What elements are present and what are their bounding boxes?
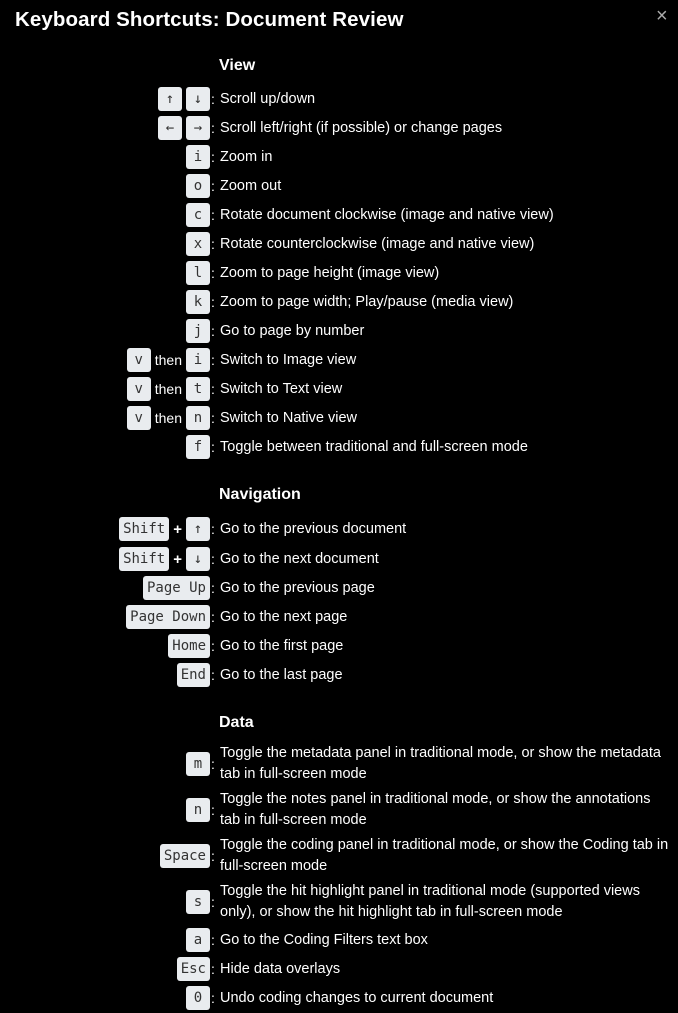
shortcut-description: Go to page by number [220, 322, 365, 339]
key-cap: x [186, 232, 210, 256]
shortcut-description: Toggle between traditional and full-screen mode [220, 438, 528, 455]
key-cap: v [127, 406, 151, 430]
shortcut-row [0, 881, 678, 923]
plus-separator: + [173, 520, 182, 538]
key-cap: m [186, 752, 210, 776]
key-cap: ↓ [186, 87, 210, 111]
shortcut-description: Toggle the coding panel in traditional mode, or show the Coding tab in full-screen mode [220, 837, 669, 874]
shortcut-description: Toggle the metadata panel in traditional mode, or show the metadata tab in full-screen mode [220, 745, 661, 782]
key-cap: Page Up [143, 576, 210, 600]
shortcut-row [0, 835, 678, 877]
shortcut-description: Go to the previous page [220, 579, 375, 596]
shortcut-keys [186, 926, 210, 954]
shortcut-row [0, 230, 678, 258]
key-cap: i [186, 145, 210, 169]
key-cap: ← [158, 116, 182, 140]
key-cap: n [186, 798, 210, 822]
key-cap: Space [160, 844, 210, 868]
shortcut-keys [126, 603, 210, 631]
shortcut-description: Undo coding changes to current document [220, 989, 494, 1006]
shortcut-keys [186, 881, 210, 923]
key-cap: 0 [186, 986, 210, 1010]
shortcut-description: Switch to Native view [220, 409, 357, 426]
key-cap: Esc [177, 957, 210, 981]
key-cap: i [186, 348, 210, 372]
key-cap: Home [168, 634, 210, 658]
shortcut-description: Go to the next page [220, 608, 348, 625]
shortcut-keys [158, 114, 210, 142]
shortcut-keys [177, 955, 210, 983]
shortcut-row [0, 789, 678, 831]
colon-separator: : [211, 638, 215, 654]
colon-separator: : [211, 91, 215, 107]
shortcut-row [0, 172, 678, 200]
key-cap: ↑ [158, 87, 182, 111]
shortcut-keys [186, 984, 210, 1012]
section-heading: Navigation [219, 486, 301, 503]
colon-separator: : [211, 178, 215, 194]
shortcut-keys [186, 259, 210, 287]
key-cap: End [177, 663, 210, 687]
shortcut-keys [158, 85, 210, 113]
shortcut-description: Zoom to page width; Play/pause (media view) [220, 293, 514, 310]
shortcut-keys [143, 574, 210, 602]
shortcut-keys [186, 172, 210, 200]
key-cap: Shift [119, 547, 169, 571]
shortcut-keys [186, 743, 210, 785]
shortcut-keys [186, 789, 210, 831]
shortcut-keys [119, 514, 210, 544]
shortcut-description: Go to the Coding Filters text box [220, 931, 428, 948]
key-cap: v [127, 377, 151, 401]
key-cap: s [186, 890, 210, 914]
section-heading: Data [219, 714, 254, 731]
dialog-title: Keyboard Shortcuts: Document Review [15, 8, 404, 31]
shortcut-description: Scroll up/down [220, 90, 316, 107]
key-cap: a [186, 928, 210, 952]
shortcut-description: Switch to Image view [220, 351, 357, 368]
shortcut-row [0, 926, 678, 954]
shortcut-row [0, 603, 678, 631]
shortcut-keys [127, 346, 210, 374]
shortcut-row [0, 259, 678, 287]
key-cap: v [127, 348, 151, 372]
colon-separator: : [211, 580, 215, 596]
shortcut-keys [160, 835, 210, 877]
colon-separator: : [211, 609, 215, 625]
shortcut-keys [177, 661, 210, 689]
shortcut-description: Zoom out [220, 177, 282, 194]
shortcut-row [0, 404, 678, 432]
shortcut-row [0, 632, 678, 660]
shortcut-description: Rotate counterclockwise (image and native view) [220, 235, 535, 252]
colon-separator: : [211, 667, 215, 683]
shortcut-row [0, 984, 678, 1012]
plus-separator: + [173, 550, 182, 568]
shortcut-row [0, 201, 678, 229]
shortcut-row [0, 544, 678, 574]
key-cap: j [186, 319, 210, 343]
colon-separator: : [211, 521, 215, 537]
shortcut-description: Go to the previous document [220, 520, 407, 537]
colon-separator: : [211, 236, 215, 252]
colon-separator: : [211, 381, 215, 397]
shortcut-row [0, 143, 678, 171]
shortcut-keys [119, 544, 210, 574]
key-cap: t [186, 377, 210, 401]
colon-separator: : [211, 294, 215, 310]
shortcut-row [0, 114, 678, 142]
key-cap: f [186, 435, 210, 459]
close-icon[interactable]: × [656, 5, 668, 27]
shortcut-description: Go to the first page [220, 637, 344, 654]
colon-separator: : [211, 961, 215, 977]
shortcut-description: Zoom in [220, 148, 273, 165]
then-separator: then [154, 352, 182, 368]
colon-separator: : [211, 848, 215, 864]
key-cap: c [186, 203, 210, 227]
shortcut-description: Hide data overlays [220, 960, 341, 977]
shortcut-keys [186, 143, 210, 171]
colon-separator: : [211, 932, 215, 948]
shortcut-description: Go to the last page [220, 666, 343, 683]
shortcut-row [0, 85, 678, 113]
colon-separator: : [211, 894, 215, 910]
key-cap: → [186, 116, 210, 140]
shortcut-description: Toggle the hit highlight panel in traditional mode (supported views only), or show the hit highlight tab in full-screen mode [220, 883, 640, 920]
shortcut-row [0, 317, 678, 345]
shortcut-description: Zoom to page height (image view) [220, 264, 440, 281]
colon-separator: : [211, 551, 215, 567]
shortcut-row [0, 955, 678, 983]
then-separator: then [154, 410, 182, 426]
shortcut-description: Scroll left/right (if possible) or change pages [220, 119, 503, 136]
colon-separator: : [211, 990, 215, 1006]
then-separator: then [154, 381, 182, 397]
key-cap: ↑ [186, 517, 210, 541]
shortcut-row [0, 433, 678, 461]
shortcut-keys [186, 288, 210, 316]
shortcut-row [0, 514, 678, 544]
shortcut-row [0, 375, 678, 403]
colon-separator: : [211, 265, 215, 281]
colon-separator: : [211, 207, 215, 223]
colon-separator: : [211, 120, 215, 136]
shortcut-keys [186, 201, 210, 229]
section-heading: View [219, 57, 256, 74]
colon-separator: : [211, 352, 215, 368]
key-cap: n [186, 406, 210, 430]
colon-separator: : [211, 410, 215, 426]
colon-separator: : [211, 756, 215, 772]
key-cap: ↓ [186, 547, 210, 571]
shortcut-row [0, 288, 678, 316]
colon-separator: : [211, 323, 215, 339]
shortcut-description: Go to the next document [220, 550, 379, 567]
shortcut-keys [127, 404, 210, 432]
colon-separator: : [211, 802, 215, 818]
key-cap: l [186, 261, 210, 285]
shortcut-keys [127, 375, 210, 403]
key-cap: Shift [119, 517, 169, 541]
shortcut-keys [186, 230, 210, 258]
shortcut-keys [186, 317, 210, 345]
colon-separator: : [211, 149, 215, 165]
shortcut-row [0, 346, 678, 374]
key-cap: k [186, 290, 210, 314]
shortcut-description: Rotate document clockwise (image and native view) [220, 206, 554, 223]
shortcut-row [0, 574, 678, 602]
shortcut-description: Switch to Text view [220, 380, 343, 397]
shortcut-row [0, 743, 678, 785]
shortcut-description: Toggle the notes panel in traditional mode, or show the annotations tab in full-screen mode [220, 791, 651, 828]
shortcut-row [0, 661, 678, 689]
key-cap: o [186, 174, 210, 198]
shortcut-keys [186, 433, 210, 461]
shortcut-keys [168, 632, 210, 660]
key-cap: Page Down [126, 605, 210, 629]
colon-separator: : [211, 439, 215, 455]
